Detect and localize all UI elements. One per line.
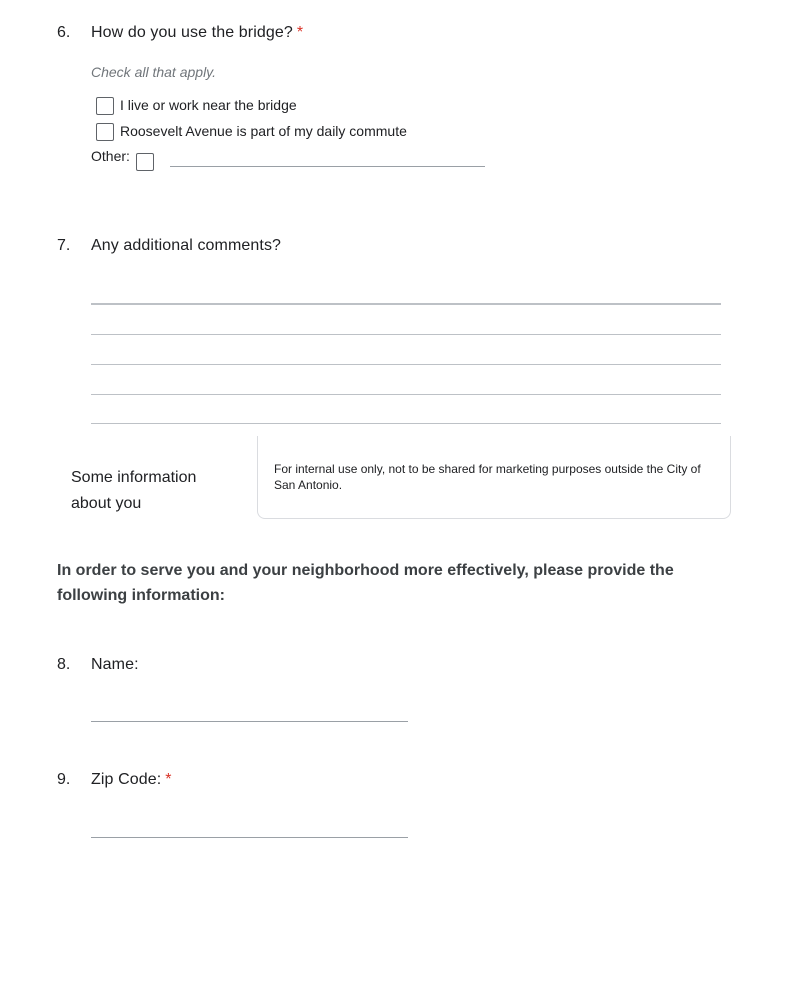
checkbox-live-work-near-bridge[interactable] [96, 97, 114, 115]
option-label-daily-commute: Roosevelt Avenue is part of my daily commute [120, 123, 407, 139]
comment-line [91, 394, 721, 395]
question-7-number: 7. [57, 237, 71, 254]
checkbox-other[interactable] [136, 153, 154, 171]
question-8-title: Name: [91, 656, 139, 673]
option-label-live-work: I live or work near the bridge [120, 97, 297, 113]
other-label: Other: [91, 148, 130, 164]
comment-line [91, 303, 721, 305]
section-note: For internal use only, not to be shared for marketing purposes outside the City of San Antonio. [274, 462, 701, 492]
comment-line [91, 364, 721, 365]
question-7-title: Any additional comments? [91, 237, 282, 254]
question-8-number: 8. [57, 656, 71, 673]
name-input[interactable] [91, 721, 408, 722]
section-label: Some information about you [71, 469, 197, 512]
question-6-title-text: How do you use the bridge? [91, 24, 293, 41]
comment-line [91, 423, 721, 424]
question-9-title-text: Zip Code: [91, 771, 162, 788]
question-9-number: 9. [57, 771, 71, 788]
question-9-title [91, 771, 172, 789]
checkbox-daily-commute[interactable] [96, 123, 114, 141]
section-info-box [257, 436, 731, 519]
comment-line [91, 334, 721, 335]
other-text-input[interactable] [170, 166, 485, 167]
lead-paragraph: In order to serve you and your neighborhood more effectively, please provide the following information: [57, 562, 674, 604]
zip-code-input[interactable] [91, 837, 408, 838]
question-6-title [91, 24, 303, 42]
required-asterisk: * [165, 771, 172, 788]
required-asterisk: * [296, 24, 304, 41]
question-6-number: 6. [57, 24, 71, 41]
question-6-hint: Check all that apply. [91, 64, 217, 80]
